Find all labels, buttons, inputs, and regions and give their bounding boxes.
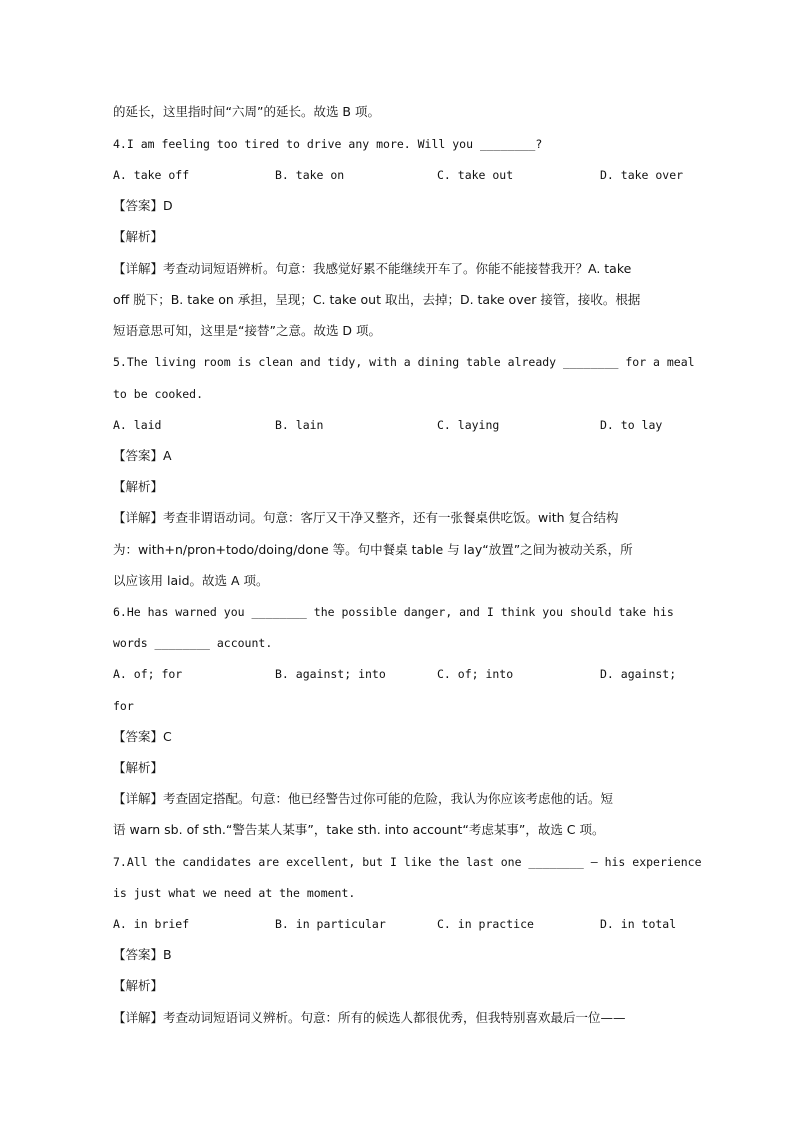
option-a: A. laid <box>113 418 162 432</box>
analysis-label: 【解析】 <box>113 978 164 993</box>
option-d-cont: for <box>113 699 134 713</box>
analysis-label: 【解析】 <box>113 229 164 244</box>
detail-line: 【详解】考查动词短语词义辨析。句意：所有的候选人都很优秀，但我特别喜欢最后一位—— <box>113 1010 626 1025</box>
option-c: C. of; into <box>437 667 514 681</box>
option-b: B. lain <box>275 418 324 432</box>
option-d: D. to lay <box>600 418 663 432</box>
option-c: C. take out <box>437 168 514 182</box>
answer-label: 【答案】A <box>113 448 172 463</box>
option-b: B. take on <box>275 168 345 182</box>
question-7-stem-cont: is just what we need at the moment. <box>113 886 356 900</box>
detail-line: 【详解】考查非谓语动词。句意：客厅又干净又整齐，还有一张餐桌供吃饭。with 复合结构 <box>113 510 619 525</box>
option-c: C. laying <box>437 418 500 432</box>
detail-line: 以应该用 laid。故选 A 项。 <box>113 573 269 588</box>
option-d: D. against; <box>600 667 677 681</box>
detail-line: 【详解】考查动词短语辨析。句意：我感觉好累不能继续开车了。你能不能接替我开？A. take <box>113 261 632 276</box>
option-a: A. of; for <box>113 667 183 681</box>
option-a: A. in brief <box>113 917 190 931</box>
explanation-line: 的延长，这里指时间“六周”的延长。故选 B 项。 <box>113 104 380 119</box>
detail-line: 为：with+n/pron+todo/doing/done 等。句中餐桌 table 与 lay“放置”之间为被动关系，所 <box>113 542 633 557</box>
question-6-stem-cont: words ________ account. <box>113 636 273 650</box>
question-5-stem-cont: to be cooked. <box>113 387 204 401</box>
detail-line: off 脱下；B. take on 承担，呈现；C. take out 取出，去掉；D. take over 接管，接收。根据 <box>113 292 641 307</box>
question-4-stem: 4.I am feeling too tired to drive any more. Will you ________? <box>113 137 543 151</box>
option-d: D. take over <box>600 168 684 182</box>
detail-line: 【详解】考查固定搭配。句意：他已经警告过你可能的危险，我认为你应该考虑他的话。短 <box>113 791 614 806</box>
option-c: C. in practice <box>437 917 534 931</box>
answer-label: 【答案】B <box>113 947 172 962</box>
question-7-stem: 7.All the candidates are excellent, but I like the last one ________ — his experience <box>113 855 702 869</box>
answer-label: 【答案】D <box>113 198 173 213</box>
question-5-stem: 5.The living room is clean and tidy, with a dining table already ________ for a meal <box>113 355 695 369</box>
analysis-label: 【解析】 <box>113 479 164 494</box>
answer-label: 【答案】C <box>113 729 172 744</box>
detail-line: 短语意思可知，这里是“接替”之意。故选 D 项。 <box>113 323 382 338</box>
question-6-stem: 6.He has warned you ________ the possible danger, and I think you should take his <box>113 605 674 619</box>
option-a: A. take off <box>113 168 190 182</box>
option-d: D. in total <box>600 917 677 931</box>
analysis-label: 【解析】 <box>113 760 164 775</box>
detail-line: 语 warn sb. of sth.“警告某人某事”，take sth. into account“考虑某事”，故选 C 项。 <box>113 822 605 837</box>
option-b: B. against; into <box>275 667 386 681</box>
option-b: B. in particular <box>275 917 386 931</box>
